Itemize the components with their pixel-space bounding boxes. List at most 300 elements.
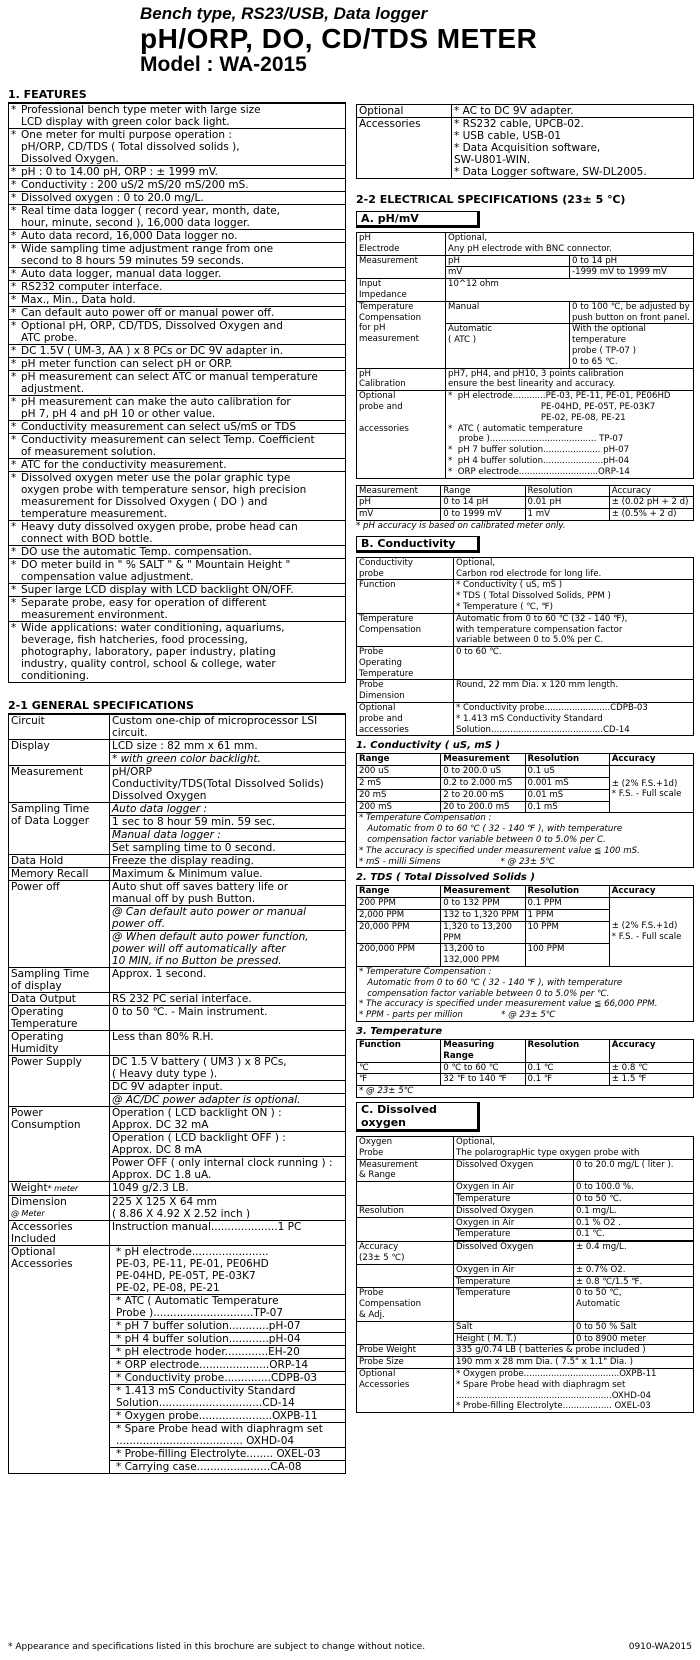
table-row	[357, 1136, 694, 1159]
table-cell: ± (0.02 pH + 2 d)	[609, 497, 693, 509]
conductivity-spec-table	[356, 557, 694, 737]
spec-value: 335 g/0.74 LB ( batteries & probe included )	[454, 1345, 694, 1357]
spec-label	[357, 1321, 454, 1333]
table-row	[357, 1040, 694, 1063]
spec-value: Operation ( LCD backlight ON ) : Approx. DC 32 mA	[110, 1107, 346, 1132]
spec-label: Data Hold	[9, 855, 110, 868]
spec-label: Optional probe and accessories	[357, 703, 454, 736]
spec-label	[9, 1182, 110, 1196]
spec-value: Auto shut off saves battery life or manual off by push Button.	[110, 881, 346, 906]
optional-accessory-item: * 1.413 mS Conductivity Standard Solution...............................CD-14	[110, 1385, 346, 1410]
table-row	[9, 320, 346, 345]
table-cell: 2,000 PPM	[357, 910, 441, 922]
column-header: Measuring Range	[441, 1040, 525, 1063]
table-row	[357, 580, 694, 613]
table-cell: 0 to 200.0 uS	[441, 766, 525, 778]
meas-range: -1999 mV to 1999 mV	[570, 267, 694, 279]
spec-label: Probe Weight	[357, 1345, 454, 1357]
table-row	[357, 1368, 694, 1412]
feature-item: * RS232 computer interface.	[9, 281, 346, 294]
table-row	[9, 205, 346, 230]
column-header: Measurement	[441, 886, 525, 898]
spec-value: Custom one-chip of microprocessor LSI circuit.	[110, 715, 346, 740]
spec-value: 10^12 ohm	[446, 279, 694, 302]
note-line: * Temperature Compensation :	[359, 967, 492, 978]
spec-sub: Oxygen in Air	[454, 1217, 574, 1229]
ph-spec-table	[356, 232, 694, 479]
spec-label: Measurement	[9, 766, 110, 803]
table-row	[9, 1246, 346, 1295]
column-header: Range	[441, 485, 525, 497]
spec-label: Optional probe and accessories	[357, 391, 446, 478]
table-row	[357, 368, 694, 391]
spec-label: Measurement & Range	[357, 1159, 454, 1182]
table-row	[9, 104, 346, 129]
note-line: * PPM - parts per million * @ 23± 5℃	[359, 1010, 556, 1021]
spec-value: Approx. 1 second.	[110, 968, 346, 993]
column-header: Function	[357, 1040, 441, 1063]
table-row	[357, 1217, 694, 1229]
table-row	[357, 301, 694, 324]
spec-sub: Salt	[454, 1321, 574, 1333]
spec-label: Data Output	[9, 993, 110, 1006]
table-row	[9, 993, 346, 1006]
feature-item: * DC 1.5V ( UM-3, AA ) x 8 PCs or DC 9V adapter in.	[9, 345, 346, 358]
table-row	[357, 680, 694, 703]
spec-label: Probe Compensation & Adj.	[357, 1288, 454, 1321]
note-line: * The accuracy is specified under measurement value ≦ 100 mS.	[359, 845, 640, 856]
feature-item: * pH measurement can make the auto calibration for pH 7, pH 4 and pH 10 or other value.	[9, 396, 346, 421]
spec-value: 0 to 50 ℃.	[574, 1193, 694, 1205]
table-cell: 10 PPM	[525, 921, 609, 944]
features-heading: 1. FEATURES	[8, 88, 346, 103]
feature-item: * Real time data logger ( record year, month, date, hour, minute, second ), 16,000 data logger.	[9, 205, 346, 230]
spec-sub: Temperature	[454, 1193, 574, 1205]
table-row	[357, 485, 694, 497]
spec-value: 0.1 % O2 .	[574, 1217, 694, 1229]
feature-item: * pH : 0 to 14.00 pH, ORP : ± 1999 mV.	[9, 166, 346, 179]
table-row	[357, 497, 694, 509]
table-row	[9, 166, 346, 179]
spec-value: Instruction manual....................1 PC	[110, 1221, 346, 1246]
table-row	[357, 1264, 694, 1276]
spec-sub: Dissolved Oxygen	[454, 1242, 574, 1265]
table-cell: 13,200 to 132,000 PPM	[441, 944, 525, 967]
header-subtitle: Bench type, RS23/USB, Data logger	[140, 4, 428, 23]
spec-value: DC 9V adapter input.	[110, 1081, 346, 1094]
spec-value: ± 0.8 ℃/1.5 ℉.	[574, 1276, 694, 1288]
spec-value: Automatic from 0 to 60 ℃ (32 - 140 ℉), with temperature compensation factor variable between 0 to 5.0% per C.	[454, 613, 694, 646]
temperature-note: * @ 23± 5℃	[356, 1086, 694, 1098]
table-row	[9, 230, 346, 243]
spec-value: Power OFF ( only internal clock running ) : Approx. DC 1.8 uA.	[110, 1157, 346, 1182]
table-row	[9, 1182, 346, 1196]
spec-label: Display	[9, 740, 110, 766]
spec-sub: Temperature	[454, 1229, 574, 1241]
spec-value: * Conductivity ( uS, mS ) * TDS ( Total Dissolved Solids, PPM ) * Temperature ( ℃, ℉)	[454, 580, 694, 613]
table-row	[357, 233, 694, 256]
table-row	[9, 868, 346, 881]
column-header: Resolution	[525, 485, 609, 497]
table-row	[9, 459, 346, 472]
column-header: Range	[357, 886, 441, 898]
spec-value: 1049 g/2.3 LB.	[110, 1182, 346, 1196]
table-row	[9, 294, 346, 307]
spec-sub: Height ( M. T.)	[454, 1333, 574, 1345]
table-cell: 200 PPM	[357, 898, 441, 910]
table-cell: 0 to 1999 mV	[441, 509, 525, 521]
feature-item: * One meter for multi purpose operation : pH/ORP, CD/TDS ( Total dissolved solids ), Dissolved Oxygen.	[9, 129, 346, 166]
table-row	[357, 647, 694, 680]
spec-sub: Oxygen in Air	[454, 1264, 574, 1276]
table-row	[357, 1345, 694, 1357]
table-cell: 1 PPM	[525, 910, 609, 922]
table-cell: 0.1 ℉	[525, 1074, 609, 1086]
spec-label: Sampling Time of Data Logger	[9, 803, 110, 855]
table-row	[357, 1333, 694, 1345]
table-cell: 0 to 14 pH	[441, 497, 525, 509]
column-header: Accuracy	[609, 1040, 693, 1063]
table-cell: 0.01 pH	[525, 497, 609, 509]
meas-range: 0 to 14 pH	[570, 255, 694, 267]
spec-value: @ When default auto power function, power will off automatically after 10 MIN, if no Button be pressed.	[110, 931, 346, 968]
spec-value: ± 0.7% O2.	[574, 1264, 694, 1276]
table-row	[357, 1193, 694, 1205]
table-row	[9, 559, 346, 584]
spec-value: @ AC/DC power adapter is optional.	[110, 1094, 346, 1107]
spec-value: Maximum & Minimum value.	[110, 868, 346, 881]
table-cell: 2 to 20.00 mS	[441, 789, 525, 801]
table-cell: 0 ℃ to 60 ℃	[441, 1062, 525, 1074]
spec-value: Round, 22 mm Dia. x 120 mm length.	[454, 680, 694, 703]
table-row	[9, 281, 346, 294]
tds-range-table	[356, 885, 694, 967]
table-row	[357, 703, 694, 736]
spec-value: 0.1 ℃.	[574, 1229, 694, 1241]
table-row	[9, 622, 346, 683]
optional-accessory-item: * pH electrode hoder.............EH-20	[110, 1346, 346, 1359]
table-cell: 20 to 200.0 mS	[441, 801, 525, 813]
table-row	[357, 105, 694, 118]
note-line: compensation factor variable between 0 to 5.0% per ℃.	[359, 988, 610, 999]
optional-accessory-item: * Carrying case......................CA-08	[110, 1461, 346, 1474]
spec-value: DC 1.5 V battery ( UM3 ) x 8 PCs, ( Heavy duty type ).	[110, 1056, 346, 1081]
table-row	[9, 597, 346, 622]
spec-value: 190 mm x 28 mm Dia. ( 7.5" x 1.1" Dia. )	[454, 1357, 694, 1369]
spec-label: Optional Accessories	[9, 1246, 110, 1474]
table-row	[9, 1006, 346, 1031]
table-cell: ± 0.8 ℃	[609, 1062, 693, 1074]
right-accessories-table	[356, 104, 694, 179]
spec-sub: Dissolved Oxygen	[454, 1159, 574, 1182]
table-row	[357, 1321, 694, 1333]
column-header: Accuracy	[609, 754, 693, 766]
optional-accessory-item: * Conductivity probe..............CDPB-03	[110, 1372, 346, 1385]
table-cell: 0.1 uS	[525, 766, 609, 778]
spec-sub: Temperature	[454, 1288, 574, 1321]
table-row	[9, 1031, 346, 1056]
table-row	[9, 1107, 346, 1132]
table-row	[9, 881, 346, 906]
spec-label: Accuracy (23± 5 ℃)	[357, 1242, 454, 1265]
spec-value: Optional, The polarograpHic type oxygen probe with	[454, 1136, 694, 1159]
spec-label: Probe Dimension	[357, 680, 454, 703]
spec-label: Probe Operating Temperature	[357, 647, 454, 680]
table-cell: 0.01 mS	[525, 789, 609, 801]
table-cell: 132 to 1,320 PPM	[441, 910, 525, 922]
spec-label: Power Supply	[9, 1056, 110, 1107]
table-row	[357, 1288, 694, 1321]
header-title: pH/ORP, DO, CD/TDS METER	[140, 23, 538, 54]
note-line: * mS - milli Simens * @ 23± 5℃	[359, 856, 555, 867]
optional-label: Optional	[357, 105, 452, 118]
spec-value: 0 to 60 ℃.	[454, 647, 694, 680]
right-column	[356, 104, 694, 1413]
table-cell: 200 mS	[357, 801, 441, 813]
table-cell: 1 mV	[525, 509, 609, 521]
temp-mode: Manual	[446, 301, 570, 324]
temp-desc: With the optional temperature probe ( TP-07 ) 0 to 65 ℃.	[570, 324, 694, 368]
temperature-range-table	[356, 1039, 694, 1086]
header-model: Model : WA-2015	[140, 53, 307, 76]
feature-item: * pH meter function can select pH or ORP.	[9, 358, 346, 371]
spec-label: Measurement	[357, 255, 446, 279]
column-header: Accuracy	[609, 886, 693, 898]
table-row	[357, 1357, 694, 1369]
table-row	[9, 307, 346, 320]
feature-item: * Wide applications: water conditioning, aquariums, beverage, fish hatcheries, food processing, photography, laboratory, paper industry, plating industry, quality control, school & college, water conditioning.	[9, 622, 346, 683]
table-row	[9, 345, 346, 358]
column-header: Resolution	[525, 754, 609, 766]
optional-accessory-item: * pH 4 buffer solution............pH-04	[110, 1333, 346, 1346]
table-cell: ℃	[357, 1062, 441, 1074]
feature-item: * Professional bench type meter with large size LCD display with green color back light.	[9, 104, 346, 129]
feature-item: * Dissolved oxygen : 0 to 20.0 mg/L.	[9, 192, 346, 205]
general-spec-table	[8, 714, 346, 1474]
spec-label: Input Impedance	[357, 279, 446, 302]
table-row	[9, 855, 346, 868]
feature-item: * Separate probe, easy for operation of different measurement environment.	[9, 597, 346, 622]
spec-label: pH Calibration	[357, 368, 446, 391]
table-row	[357, 1276, 694, 1288]
spec-value: RS 232 PC serial interface.	[110, 993, 346, 1006]
table-row	[9, 584, 346, 597]
feature-item: * Auto data record, 16,000 Data logger no.	[9, 230, 346, 243]
optional-value: * AC to DC 9V adapter.	[452, 105, 694, 118]
feature-item: * Can default auto power off or manual power off.	[9, 307, 346, 320]
ph-accuracy-note: * pH accuracy is based on calibrated meter only.	[356, 520, 566, 531]
dissolved-oxygen-table	[356, 1136, 694, 1413]
meas-unit: pH	[446, 255, 570, 267]
table-cell: ± (0.5% + 2 d)	[609, 509, 693, 521]
spec-label: Accessories Included	[9, 1221, 110, 1246]
table-row	[357, 509, 694, 521]
optional-accessory-item: * ATC ( Automatic Temperature Probe )..............................TP-07	[110, 1295, 346, 1320]
spec-label: Resolution	[357, 1205, 454, 1217]
spec-label-note: * meter	[47, 1184, 79, 1193]
table-row	[357, 557, 694, 580]
table-cell: mV	[357, 509, 441, 521]
table-row	[357, 1205, 694, 1217]
spec-label: Power Consumption	[9, 1107, 110, 1182]
conductivity-notes	[356, 813, 694, 868]
temp-mode: Automatic ( ATC )	[446, 324, 570, 368]
footer-note: * Appearance and specifications listed in this brochure are subject to change without notice.	[8, 1642, 426, 1652]
spec-value: * Conductivity probe........................CDPB-03 * 1.413 mS Conductivity Standard Solution.........................................CD-14	[454, 703, 694, 736]
spec-label: Oxygen Probe	[357, 1136, 454, 1159]
spec-label: Optional Accessories	[357, 1368, 454, 1412]
feature-item: * ATC for the conductivity measurement.	[9, 459, 346, 472]
table-row	[357, 391, 694, 478]
table-row	[9, 766, 346, 803]
spec-value: ± 0.4 mg/L.	[574, 1242, 694, 1265]
spec-label	[357, 1264, 454, 1276]
table-row	[9, 472, 346, 521]
table-row	[9, 268, 346, 281]
table-cell: ℉	[357, 1074, 441, 1086]
general-heading: 2-1 GENERAL SPECIFICATIONS	[8, 699, 346, 714]
spec-value: 0 to 50 ℃. - Main instrument.	[110, 1006, 346, 1031]
spec-label-note: @ Meter	[11, 1209, 45, 1218]
table-row	[9, 546, 346, 559]
note-line: * The accuracy is specified under measurement value ≦ 66,000 PPM.	[359, 999, 658, 1010]
spec-label-text: Dimension	[11, 1196, 67, 1208]
spec-label: Circuit	[9, 715, 110, 740]
table-row	[357, 1159, 694, 1182]
accuracy-cell: ± (2% F.S.+1d) * F.S. - Full scale	[609, 766, 693, 813]
feature-item: * Auto data logger, manual data logger.	[9, 268, 346, 281]
feature-item: * Heavy duty dissolved oxygen probe, probe head can connect with BOD bottle.	[9, 521, 346, 546]
spec-value: LCD size : 82 mm x 61 mm.	[110, 740, 346, 753]
dissolved-oxygen-heading: C. Dissolved oxygen	[356, 1102, 480, 1132]
accessories-value: * RS232 cable, UPCB-02. * USB cable, USB-01 * Data Acquisition software, SW-U801-WIN. * Data Logger software, SW-DL2005.	[452, 118, 694, 179]
temp-desc: 0 to 100 ℃, be adjusted by push button on front panel.	[570, 301, 694, 324]
table-row	[9, 358, 346, 371]
spec-value: * pH electrode............PE-03, PE-11, PE-01, PE06HD PE-04HD, PE-05T, PE-03K7 PE-02, PE-08, PE-21 * ATC ( automatic temperature probe )....................................... TP-07 * pH 7 buffer solution..................... pH-07 * pH 4 buffer solution......................pH-04 * ORP electrode.............................ORP-14	[446, 391, 694, 478]
table-row	[9, 1196, 346, 1221]
spec-value: * Oxygen probe...................................OXPB-11 * Spare Probe head with diaphragm set .........................................................OXHD-04 * Probe-filling Electrolyte.................. OXEL-03	[454, 1368, 694, 1412]
spec-value: 0 to 50 % Salt	[574, 1321, 694, 1333]
table-row	[9, 371, 346, 396]
table-cell: ± 1.5 ℉	[609, 1074, 693, 1086]
table-cell: 200 uS	[357, 766, 441, 778]
column-header: Resolution	[525, 1040, 609, 1063]
spec-value: Auto data logger :	[110, 803, 346, 816]
spec-label	[357, 1217, 454, 1229]
column-header: Accuracy	[609, 485, 693, 497]
table-row	[9, 968, 346, 993]
table-row	[9, 192, 346, 205]
feature-item: * DO use the automatic Temp. compensation.	[9, 546, 346, 559]
tds-table-title: 2. TDS ( Total Dissolved Solids )	[356, 872, 535, 884]
table-cell: 20,000 PPM	[357, 921, 441, 944]
table-row	[357, 898, 694, 910]
feature-item: * pH measurement can select ATC or manual temperature adjustment.	[9, 371, 346, 396]
ph-accuracy-table	[356, 485, 694, 521]
note-line: Automatic from 0 to 60 ℃ ( 32 - 140 ℉ ), with temperature	[359, 977, 623, 988]
table-row	[357, 118, 694, 179]
spec-value: pH7, pH4, and pH10, 3 points calibration ensure the best linearity and accuracy.	[446, 368, 694, 391]
spec-value: 0 to 100.0 %.	[574, 1182, 694, 1194]
spec-label: Power off	[9, 881, 110, 968]
spec-value: Freeze the display reading.	[110, 855, 346, 868]
table-row	[9, 179, 346, 192]
table-cell: 0.1 mS	[525, 801, 609, 813]
spec-value: 225 X 125 X 64 mm ( 8.86 X 4.92 X 2.52 inch )	[110, 1196, 346, 1221]
spec-label	[357, 1182, 454, 1194]
feature-item: * Conductivity : 200 uS/2 mS/20 mS/200 mS.	[9, 179, 346, 192]
left-column	[8, 88, 346, 1474]
accuracy-cell: ± (2% F.S.+1d) * F.S. - Full scale	[609, 898, 693, 967]
spec-label: Operating Humidity	[9, 1031, 110, 1056]
table-row	[357, 1074, 694, 1086]
table-cell: 32 ℉ to 140 ℉	[441, 1074, 525, 1086]
spec-value: Operation ( LCD backlight OFF ) : Approx. DC 8 mA	[110, 1132, 346, 1157]
optional-accessory-item: * ORP electrode.....................ORP-14	[110, 1359, 346, 1372]
electrical-heading: 2-2 ELECTRICAL SPECIFICATIONS (23± 5 ℃)	[356, 193, 626, 206]
spec-label: Operating Temperature	[9, 1006, 110, 1031]
table-cell: 200,000 PPM	[357, 944, 441, 967]
conductivity-table-title: 1. Conductivity ( uS, mS )	[356, 740, 501, 752]
optional-accessory-item: * pH electrode....................... PE-03, PE-11, PE-01, PE06HD PE-04HD, PE-05T, PE-03K7 PE-02, PE-08, PE-21	[110, 1246, 346, 1295]
spec-value: 0.1 mg/L.	[574, 1205, 694, 1217]
table-row	[9, 243, 346, 268]
conductivity-range-table	[356, 753, 694, 813]
spec-label-text: Weight	[11, 1182, 48, 1194]
table-row	[9, 1221, 346, 1246]
table-row	[357, 754, 694, 766]
features-table	[8, 103, 346, 683]
spec-label: Temperature Compensation for pH measurement	[357, 301, 446, 368]
table-row	[9, 434, 346, 459]
spec-label	[357, 1276, 454, 1288]
table-row	[357, 1229, 694, 1241]
spec-label	[9, 1196, 110, 1221]
table-row	[357, 1242, 694, 1265]
spec-label: Probe Size	[357, 1357, 454, 1369]
table-row	[9, 396, 346, 421]
spec-value: Set sampling time to 0 second.	[110, 842, 346, 855]
temperature-table-title: 3. Temperature	[356, 1026, 443, 1037]
feature-item: * DO meter build in " % SALT " & " Mountain Height " compensation value adjustment.	[9, 559, 346, 584]
spec-label	[357, 1193, 454, 1205]
spec-value: 0 to 50 ℃, Automatic	[574, 1288, 694, 1321]
footer-code: 0910-WA2015	[628, 1642, 692, 1652]
table-cell: 20 mS	[357, 789, 441, 801]
feature-item: * Conductivity measurement can select Temp. Coefficient of measurement solution.	[9, 434, 346, 459]
conductivity-heading: B. Conductivity	[356, 536, 480, 553]
optional-accessory-item: * Spare Probe head with diaphragm set ...................................... OXHD-04	[110, 1423, 346, 1448]
meas-unit: mV	[446, 267, 570, 279]
feature-item: * Optional pH, ORP, CD/TDS, Dissolved Oxygen and ATC probe.	[9, 320, 346, 345]
spec-value: @ Can default auto power or manual power off.	[110, 906, 346, 931]
spec-sub: Dissolved Oxygen	[454, 1205, 574, 1217]
table-cell: 1,320 to 13,200 PPM	[441, 921, 525, 944]
spec-label: Temperature Compensation	[357, 613, 454, 646]
spec-label: Memory Recall	[9, 868, 110, 881]
table-row	[357, 279, 694, 302]
spec-label: Function	[357, 580, 454, 613]
spec-value: Optional, Any pH electrode with BNC connector.	[446, 233, 694, 256]
spec-value: 0 to 20.0 mg/L ( liter ).	[574, 1159, 694, 1182]
table-cell: 2 mS	[357, 778, 441, 790]
tds-notes	[356, 967, 694, 1022]
table-cell: 0.1 PPM	[525, 898, 609, 910]
table-row	[357, 255, 694, 267]
spec-label	[357, 1333, 454, 1345]
header	[140, 4, 537, 76]
spec-value: pH/ORP Conductivity/TDS(Total Dissolved Solids) Dissolved Oxygen	[110, 766, 346, 803]
